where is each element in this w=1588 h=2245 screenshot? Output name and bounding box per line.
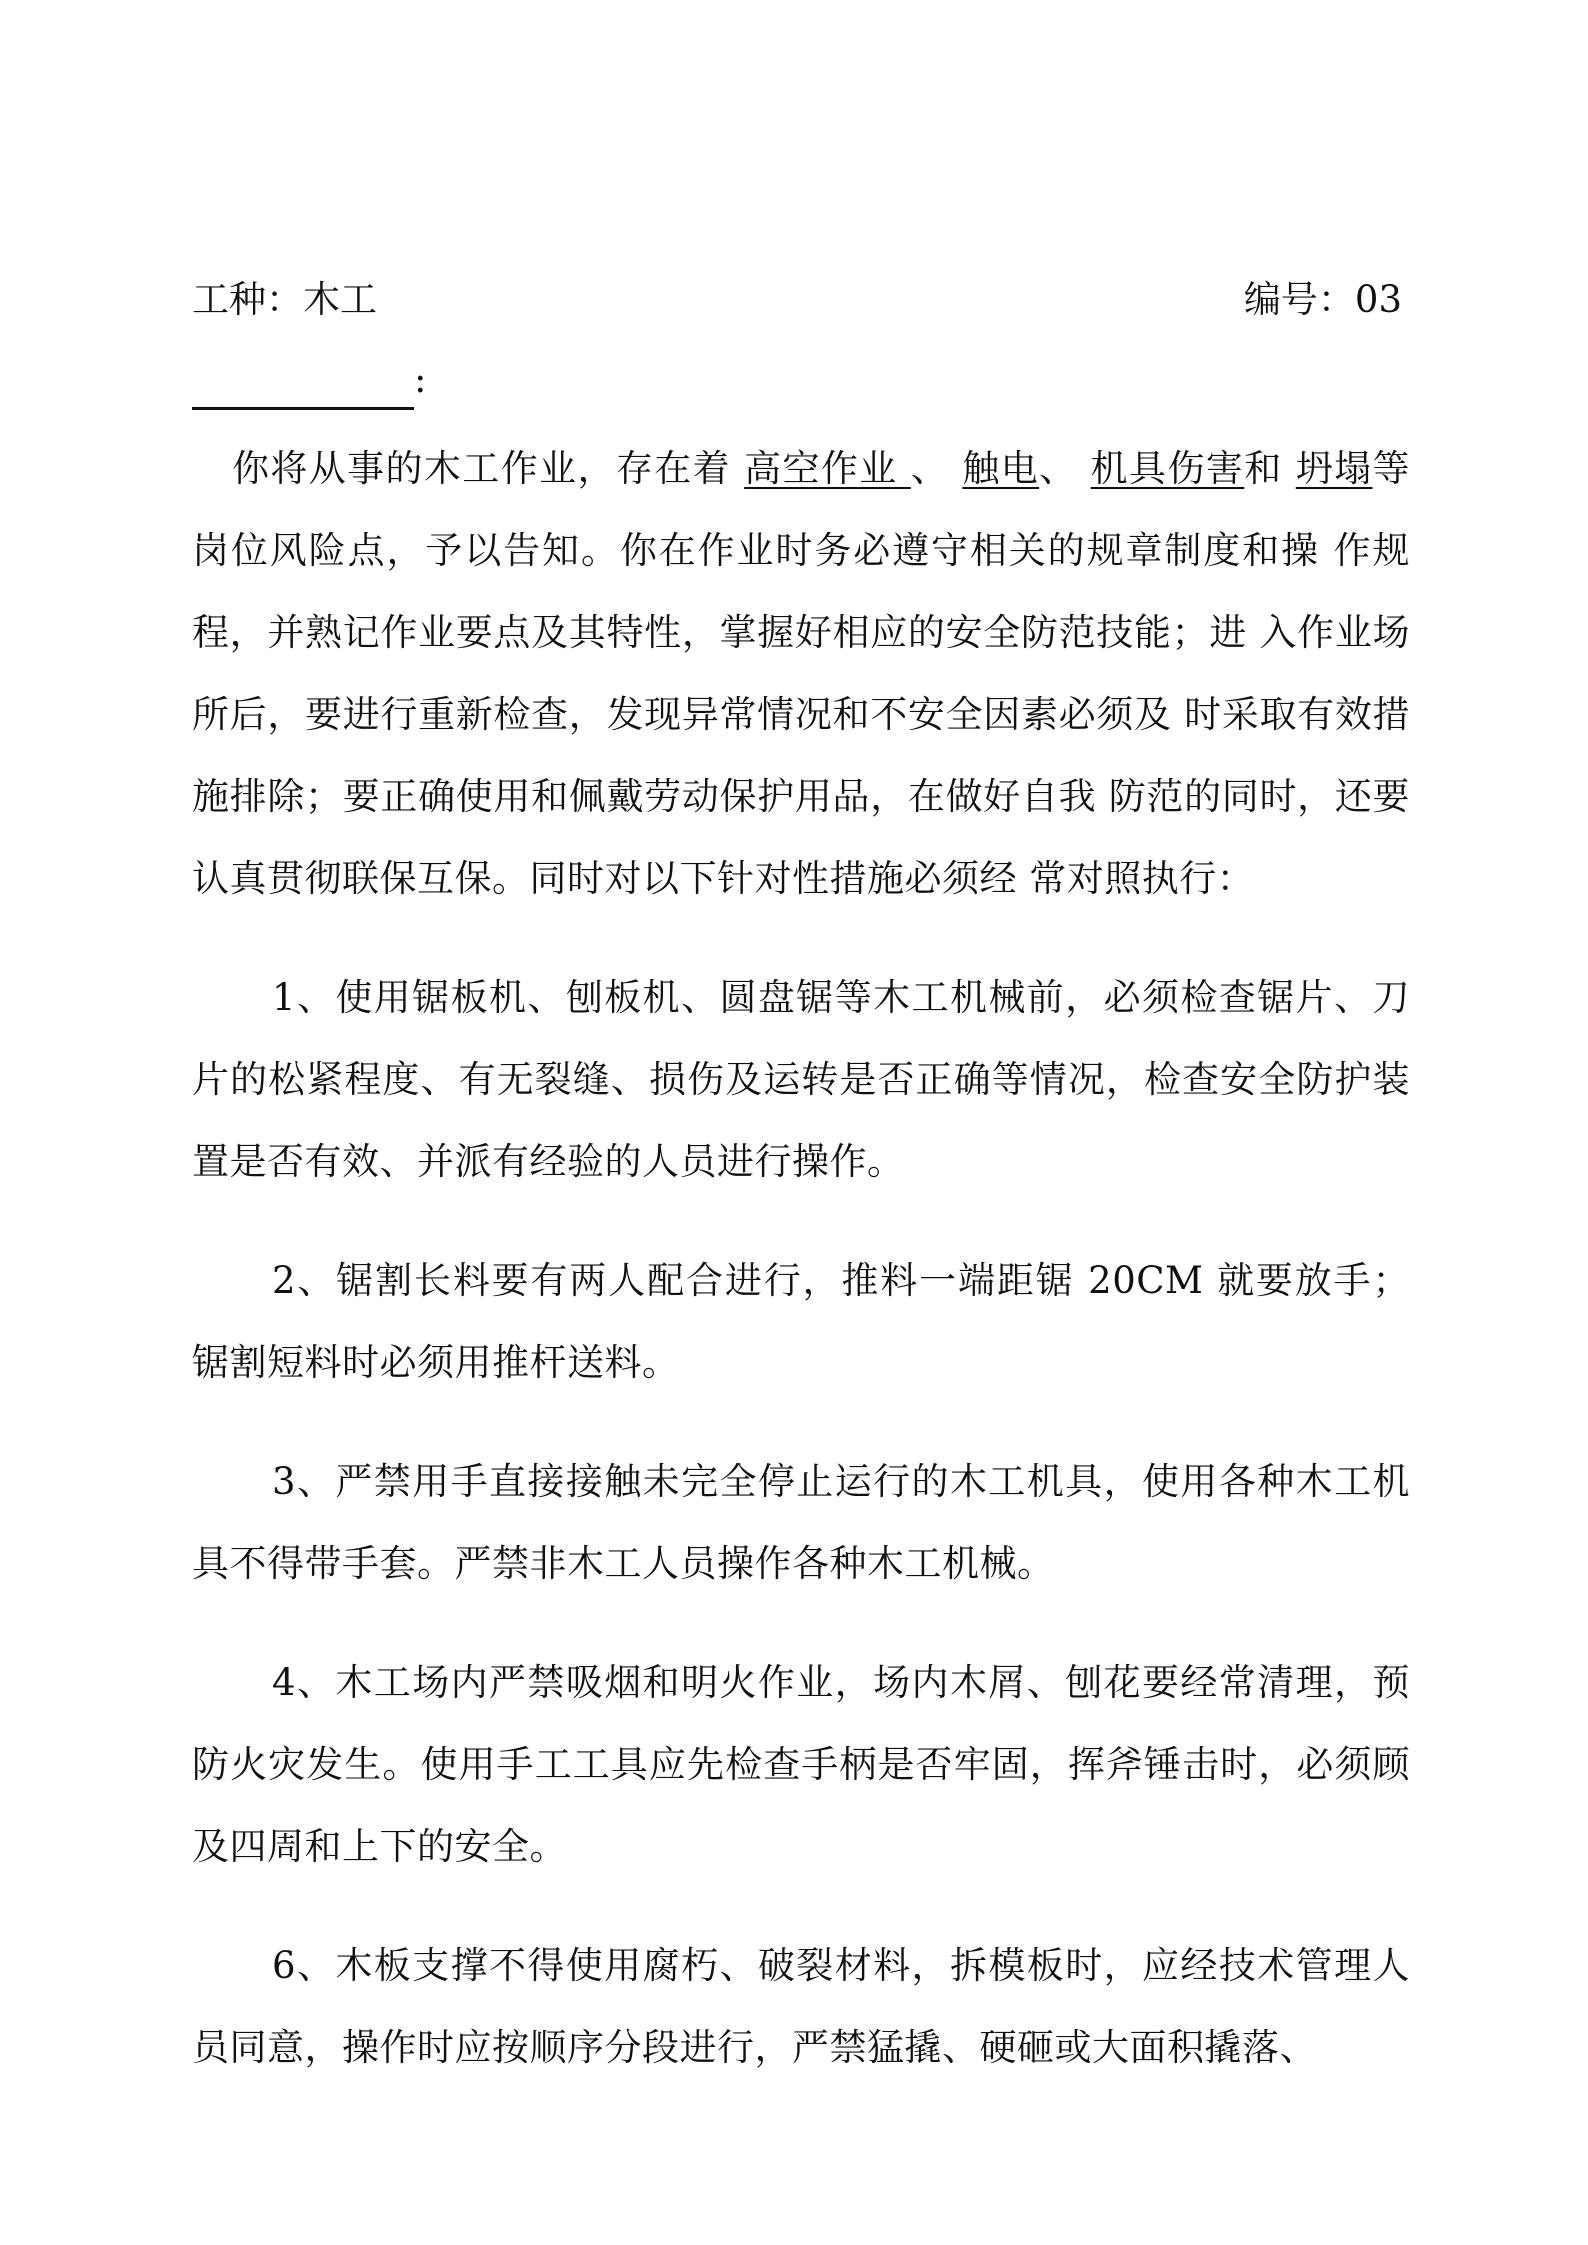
risk-electric-shock: 触电 <box>962 447 1040 490</box>
intro-separator-1: 、 <box>910 447 963 490</box>
addressee-colon: : <box>414 358 427 401</box>
intro-separator-3: 和 <box>1244 447 1296 490</box>
addressee-blank <box>192 363 414 410</box>
risk-high-altitude: 高空作业 <box>744 447 911 490</box>
risk-machine-injury: 机具伤害 <box>1090 447 1245 490</box>
rule-item-4: 4、木工场内严禁吸烟和明火作业，场内木屑、刨花要经常清理，预防火灾发生。使用手工工具应先检查手柄是否牢固，挥斧锤击时，必须顾及四周和上下的安全。 <box>192 1661 1410 1868</box>
serial-number-label: 编号：03 <box>1243 278 1402 321</box>
intro-text-rest: 等岗位风险点，予以告知。你在作业时务必遵守相关的规章制度和操 作规程，并熟记作业要点及其特性，掌握好相应的安全防范技能；进 入作业场所后，要进行重新检查，发现异常情况和不安全因素必须及 时采取有效措施排除；要正确使用和佩戴劳动保护用品，在做好自我 防范的同时，还要认真贯彻联保互保。同时对以下针对性措施必须经 常对照执行： <box>192 447 1411 900</box>
addressee-line <box>192 350 1410 412</box>
risk-collapse: 坍塌 <box>1295 447 1373 490</box>
document-page <box>192 270 1410 2126</box>
rule-item-1: 1、使用锯板机、刨板机、圆盘锯等木工机械前，必须检查锯片、刀片的松紧程度、有无裂缝、损伤及运转是否正确等情况，检查安全防护装置是否有效、并派有经验的人员进行操作。 <box>192 976 1410 1183</box>
intro-paragraph <box>192 428 1410 920</box>
header-row <box>192 270 1410 330</box>
intro-separator-2: 、 <box>1039 447 1091 490</box>
job-type-label: 工种：木工 <box>192 278 377 321</box>
rule-item-2: 2、锯割长料要有两人配合进行，推料一端距锯 20CM 就要放手；锯割短料时必须用推杆送料。 <box>192 1259 1410 1384</box>
rule-item-6: 6、木板支撑不得使用腐朽、破裂材料，拆模板时，应经技术管理人员同意，操作时应按顺序分段进行，严禁猛撬、硬砸或大面积撬落、 <box>192 1944 1410 2069</box>
rule-item-3: 3、严禁用手直接接触未完全停止运行的木工机具，使用各种木工机具不得带手套。严禁非木工人员操作各种木工机械。 <box>192 1460 1410 1585</box>
intro-text-start: 你将从事的木工作业，存在着 <box>232 447 745 490</box>
